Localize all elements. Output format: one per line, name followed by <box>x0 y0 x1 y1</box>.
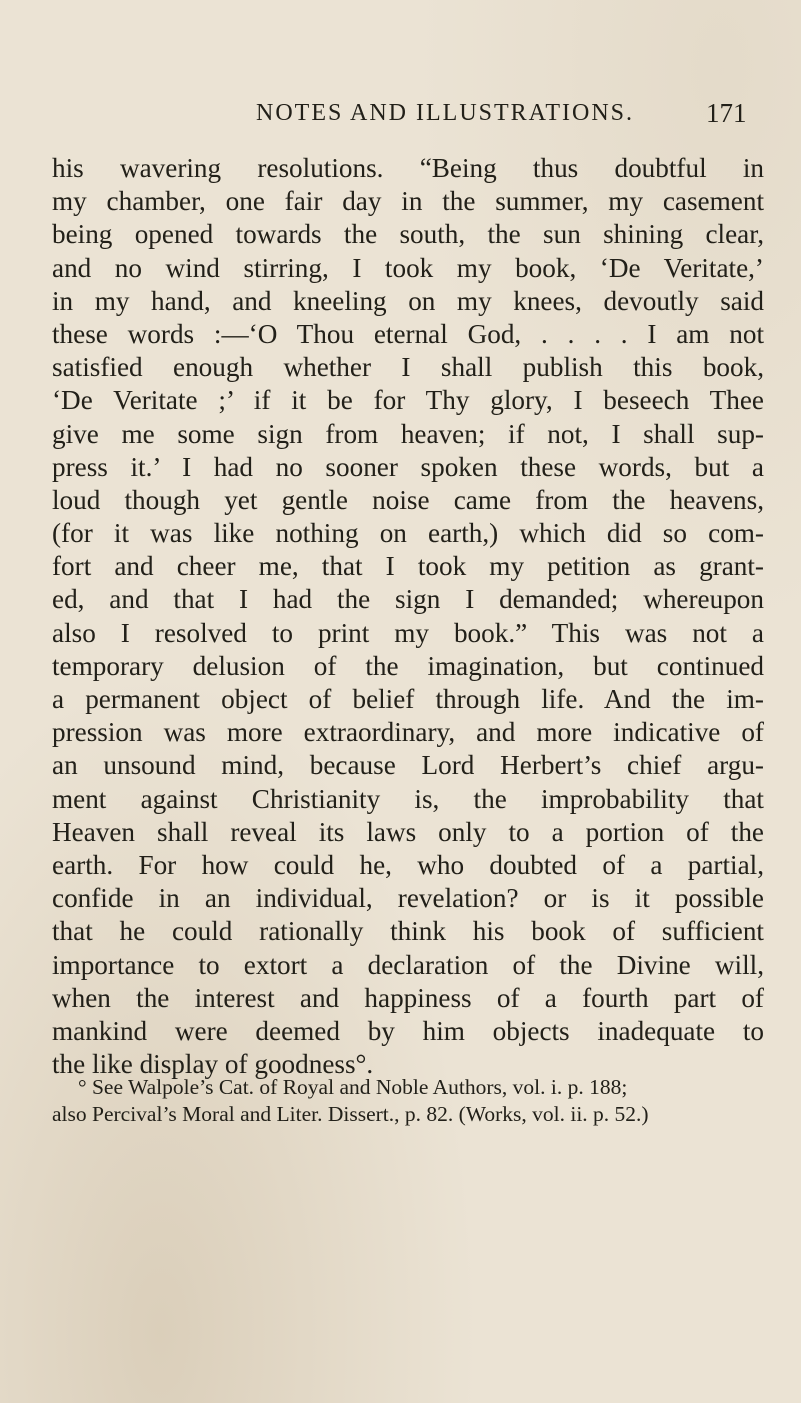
text-line: the like display of goodness°. <box>52 1049 374 1080</box>
text-line: fort and cheer me, that I took my petition as grant- <box>52 551 764 582</box>
text-line: being opened towards the south, the sun shining clear, <box>52 219 764 250</box>
text-line: loud though yet gentle noise came from the heavens, <box>52 484 764 515</box>
text-line: when the interest and happiness of a fourth part of <box>52 982 764 1013</box>
page-header <box>0 100 801 140</box>
text-line: ment against Christianity is, the improbability that <box>52 783 764 814</box>
text-line: ‘De Veritate ;’ if it be for Thy glory, I beseech Thee <box>52 385 764 416</box>
text-line: my chamber, one fair day in the summer, my casement <box>52 186 764 217</box>
text-line: earth. For how could he, who doubted of a partial, <box>52 849 764 880</box>
body-text <box>52 152 764 1081</box>
text-line: a permanent object of belief through life. And the im- <box>52 684 764 714</box>
text-line: importance to extort a declaration of the Divine will, <box>52 949 764 980</box>
text-line: satisfied enough whether I shall publish this book, <box>52 352 764 383</box>
text-line: (for it was like nothing on earth,) which did so com- <box>52 518 764 549</box>
text-line: and no wind stirring, I took my book, ‘De Veritate,’ <box>52 252 764 283</box>
text-line: press it.’ I had no sooner spoken these words, but a <box>52 451 764 482</box>
text-line: Heaven shall reveal its laws only to a portion of the <box>52 816 764 847</box>
text-line: these words :—‘O Thou eternal God, . . . . I am not <box>52 318 764 349</box>
footnote <box>52 1074 764 1128</box>
text-line: mankind were deemed by him objects inadequate to <box>52 1015 764 1046</box>
text-line: give me some sign from heaven; if not, I shall sup- <box>52 418 764 449</box>
text-line: temporary delusion of the imagination, but continued <box>52 650 764 681</box>
footnote-line: ° See Walpole’s Cat. of Royal and Noble Authors, vol. i. p. 188; <box>78 1075 628 1099</box>
footnote-line: also Percival’s Moral and Liter. Dissert., p. 82. (Works, vol. ii. p. 52.) <box>52 1102 649 1126</box>
text-line: his wavering resolutions. “Being thus doubtful in <box>52 153 764 183</box>
text-line: that he could rationally think his book of sufficient <box>52 916 764 947</box>
text-line: confide in an individual, revelation? or is it possible <box>52 883 764 914</box>
page-number: 171 <box>706 98 747 128</box>
text-line: an unsound mind, because Lord Herbert’s chief argu- <box>52 750 764 781</box>
text-line: also I resolved to print my book.” This was not a <box>52 617 764 648</box>
text-line: ed, and that I had the sign I demanded; whereupon <box>52 584 764 615</box>
running-head: NOTES AND ILLUSTRATIONS. <box>256 100 634 126</box>
text-line: in my hand, and kneeling on my knees, devoutly said <box>52 285 764 316</box>
text-line: pression was more extraordinary, and more indicative of <box>52 717 764 748</box>
